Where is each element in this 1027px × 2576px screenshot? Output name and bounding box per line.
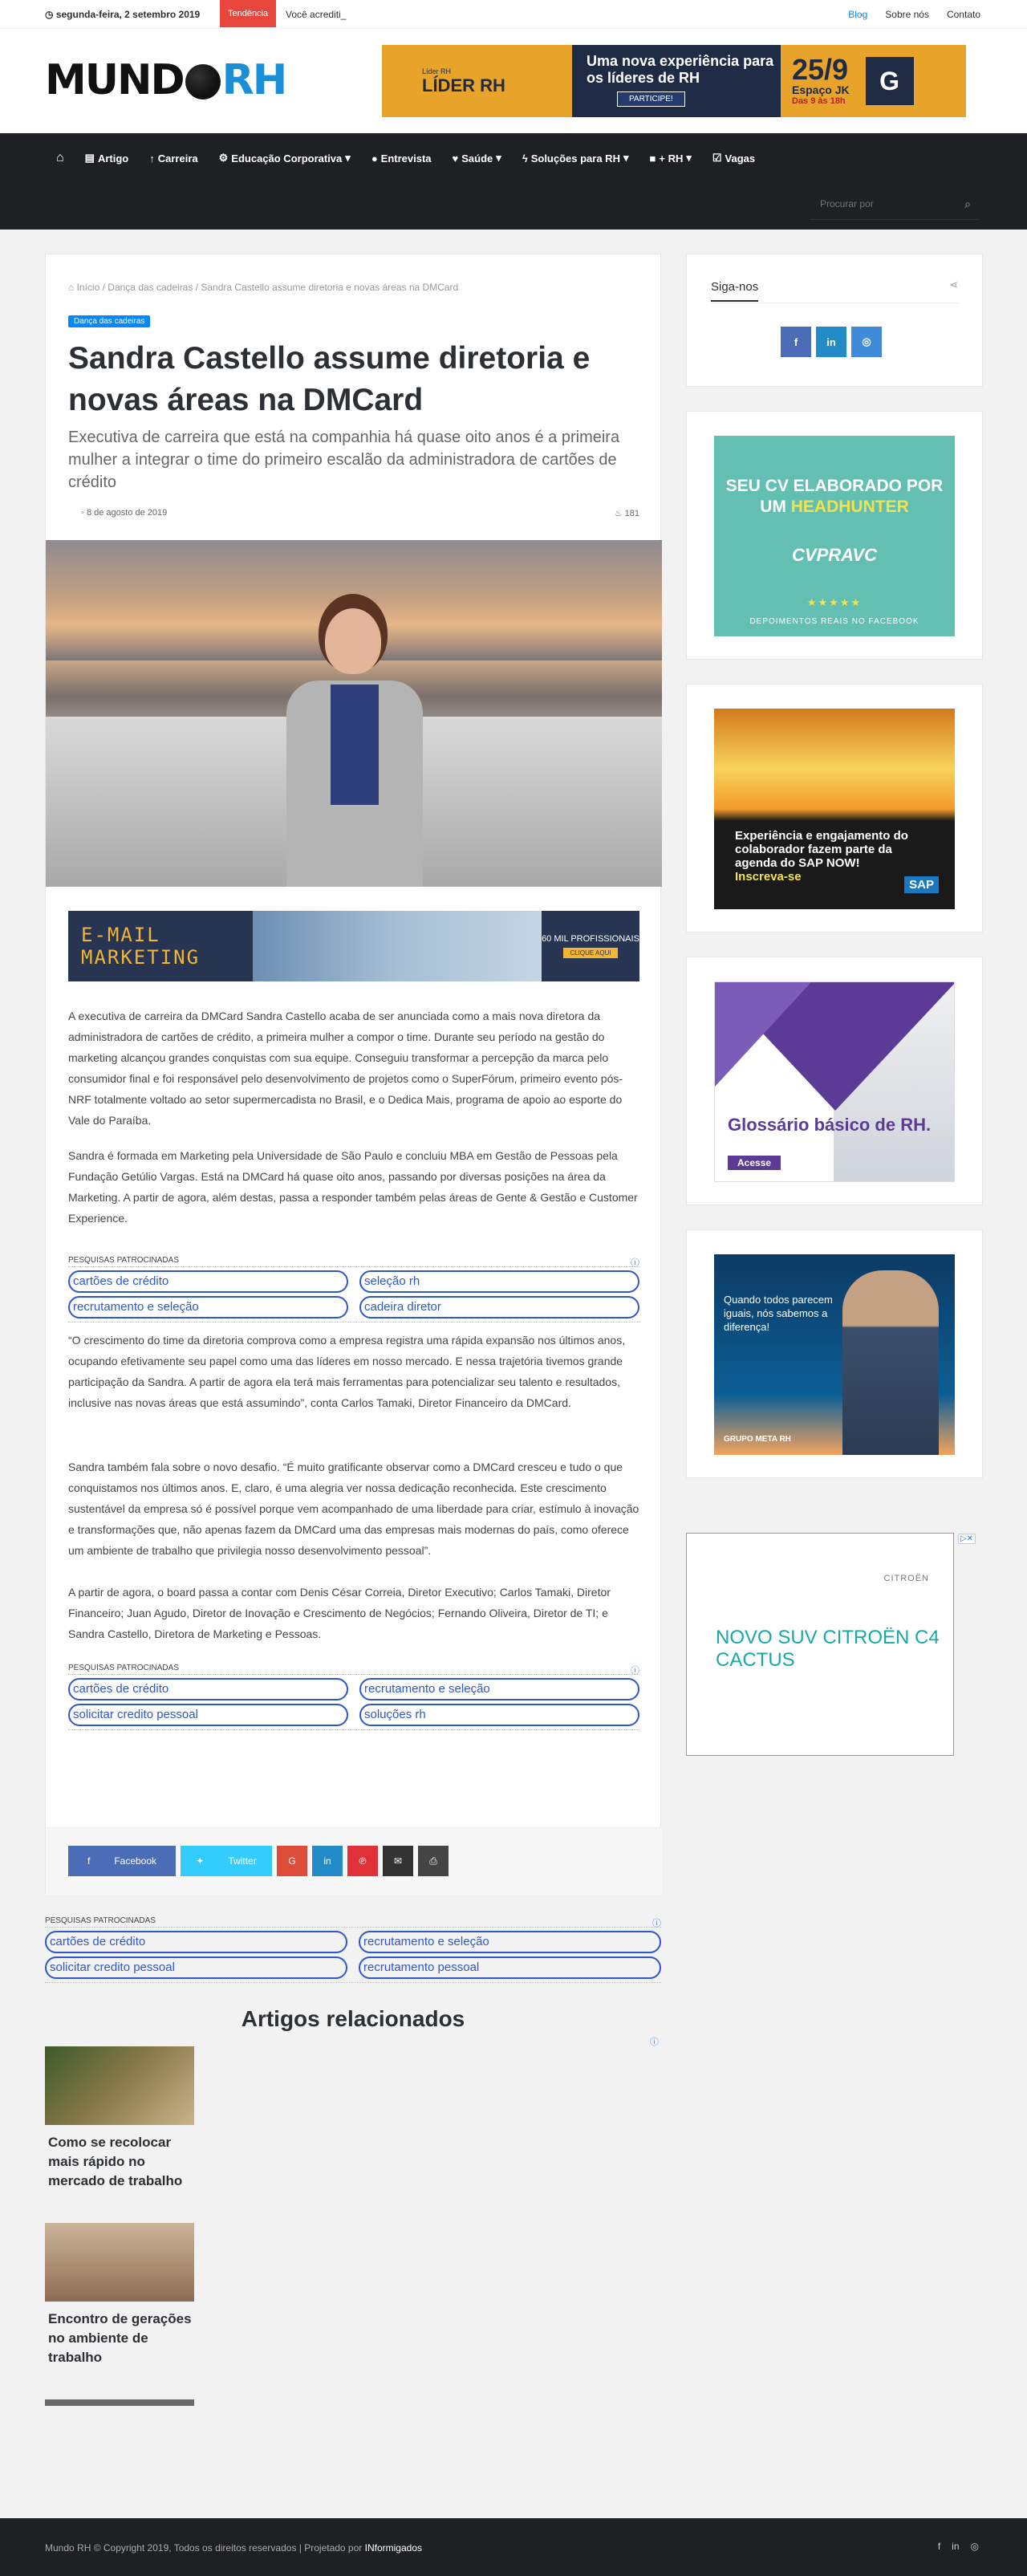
info-icon[interactable]: ⓘ — [652, 1919, 661, 1928]
banner-event-tag: Líder RH — [422, 67, 452, 75]
caret-down-icon: ▾ — [623, 152, 629, 164]
arrow-up-icon: ↑ — [149, 152, 155, 165]
linkedin-icon: in — [826, 335, 836, 348]
related-thumbnail[interactable] — [45, 2223, 194, 2302]
sponsored-link[interactable]: cartões de crédito — [45, 1931, 347, 1953]
share-linkedin-button[interactable] — [312, 1846, 343, 1876]
briefcase-icon: ■ — [649, 152, 656, 165]
post-title: Sandra Castello assume diretoria e novas áreas na DMCard — [68, 341, 591, 417]
share-twitter-button[interactable]: ✦ Twitter — [181, 1846, 272, 1876]
nav-item-mais-rh[interactable]: ■ + RH ▾ — [649, 152, 692, 165]
breadcrumb-category[interactable]: Dança das cadeiras — [108, 282, 193, 293]
main-navigation — [0, 133, 1027, 230]
info-icon[interactable]: ⓘ — [631, 1666, 639, 1676]
envelope-icon: ✉ — [393, 1855, 403, 1867]
info-icon[interactable]: ⓘ — [631, 1258, 639, 1268]
sponsored-link[interactable]: solicitar credito pessoal — [45, 1956, 347, 1979]
facebook-icon: f — [87, 1855, 91, 1867]
caret-down-icon: ▾ — [686, 152, 692, 164]
heart-icon: ♥ — [452, 152, 459, 165]
pinterest-icon: ℗ — [359, 1855, 367, 1867]
breadcrumb-home[interactable]: ⌂ Início — [68, 282, 100, 293]
sidebar-ad-widget — [686, 411, 983, 660]
related-article[interactable] — [45, 2399, 194, 2406]
top-banner-ad[interactable] — [382, 45, 966, 117]
banner-venue: Espaço JK — [792, 83, 850, 96]
sponsored-link[interactable]: recrutamento e seleção — [359, 1678, 639, 1700]
share-icon[interactable]: ⋖ — [949, 278, 958, 291]
top-links — [848, 9, 980, 20]
print-icon: ⎙ — [429, 1855, 437, 1867]
nav-item-vagas[interactable]: ☑ Vagas — [712, 152, 756, 165]
caret-down-icon: ▾ — [345, 152, 351, 164]
fire-icon: ♨ — [614, 509, 623, 518]
article-paragraph: Sandra também fala sobre o novo desafio. “É muito gratificante observar como a DMCard cresceu e tudo o que conquistamos nos últimos anos. E, claro, é uma alegria ver nossa dedicação reconhecida. Este crescimento sustentável da empresa só é possível porque vem acompanhado de uma liberdade para criar, estímulo à inovação e transformações que, não apenas fazem da DMCard uma das empresas mais modernas do país, como oferece um ambiente de trabalho que privilegia nosso desenvolvimento pessoal”. — [68, 1461, 639, 1557]
sponsored-label: PESQUISAS PATROCINADAS — [45, 1916, 156, 1925]
post-date: ◦ 8 de agosto de 2019 — [81, 508, 168, 518]
news-ticker[interactable]: Você acrediti_ — [286, 9, 347, 20]
related-thumbnail[interactable] — [45, 2399, 194, 2406]
instagram-icon: ◎ — [862, 335, 871, 347]
facebook-icon: f — [794, 335, 798, 348]
article-paragraph: A partir de agora, o board passa a contar com Denis César Correia, Diretor Executivo; Carlos Tamaki, Diretor Financeiro; Juan Agudo, Diretor de Inovação e Crescimento de Negócios; Fernando Oliveira, Diretor de TI; e Sandra Castello, Diretora de Marketing e Pessoas. — [68, 1586, 611, 1640]
sponsored-link[interactable]: cadeira diretor — [359, 1296, 639, 1318]
comment-icon: ● — [371, 152, 378, 165]
rating-stars: ★★★★★ — [806, 596, 863, 608]
related-article-title[interactable]: Encontro de gerações no ambiente de trabalho — [48, 2311, 192, 2365]
follow-instagram-button[interactable] — [851, 327, 882, 357]
share-facebook-button[interactable]: f Facebook — [68, 1846, 176, 1876]
share-email-button[interactable] — [383, 1846, 413, 1876]
banner-event-logo — [382, 45, 572, 117]
related-articles-title: Artigos relacionados — [241, 2006, 465, 2031]
globe-icon — [185, 64, 221, 100]
document-icon: ▤ — [84, 152, 95, 164]
breadcrumb: ⌂ Início / Dança das cadeiras / Sandra Castello assume diretoria e novas áreas na DMCard — [68, 282, 459, 293]
meta-rh-logo: GRUPO META RH — [724, 1435, 791, 1444]
nav-item-educacao[interactable]: ⚙ Educação Corporativa ▾ — [218, 152, 351, 165]
sponsored-label: PESQUISAS PATROCINADAS — [68, 1256, 179, 1265]
glossario-ad[interactable]: Glossário básico de RH. Acesse — [714, 981, 955, 1182]
sap-logo: SAP — [904, 876, 939, 893]
logo-text-rh: RH — [221, 56, 286, 104]
nav-item-carreira[interactable]: ↑ Carreira — [149, 152, 198, 165]
article-paragraph: “O crescimento do time da diretoria comprova como a empresa registra uma rápida expansão nos últimos anos, ocupando efetivamente seu papel como uma das líderes em nosso mercado. E nessa trajetória tivemos grande participação da Sandra. A partir de agora ela terá mais ferramentas para potencializar seu talento e resultados, inclusive nas novas áreas que está assumindo”, conta Carlos Tamaki, Diretor Financeiro da DMCard. — [68, 1334, 626, 1409]
sponsored-link[interactable]: seleção rh — [359, 1270, 639, 1293]
banner-date: 25/9 — [792, 53, 849, 86]
featured-image — [46, 540, 662, 887]
clock-icon: ◦ — [81, 508, 84, 518]
sap-ad[interactable]: Experiência e engajamento do colaborador fazem parte da agenda do SAP NOW! Inscreva-se SAP — [714, 709, 955, 909]
category-badge[interactable]: Dança das cadeiras — [68, 315, 150, 327]
top-link-about[interactable]: Sobre nós — [885, 9, 929, 20]
caret-down-icon: ▾ — [496, 152, 501, 164]
nav-item-entrevista[interactable]: ● Entrevista — [371, 152, 432, 165]
glossario-cta-button[interactable]: Acesse — [728, 1156, 781, 1170]
article-paragraph: Sandra é formada em Marketing pela Universidade de São Paulo e concluiu MBA em Gestão de Pessoas pela Fundação Getúlio Vargas. Está na DMCard há quase oito anos, passando por diversas posições na área da Marketing. A partir de agora, além destas, passa a responder também pelas áreas de Gente & Gestão e Customer Experience. — [68, 1149, 638, 1225]
article-card — [45, 254, 661, 1894]
sponsored-link[interactable]: cartões de crédito — [68, 1678, 348, 1700]
site-logo[interactable] — [45, 56, 286, 104]
ad-email-title: E-MAIL MARKETING — [81, 924, 201, 969]
banner-hours: Das 9 às 18h — [792, 96, 846, 106]
ad-email-count: 60 MIL PROFISSIONAIS — [542, 934, 639, 944]
post-subtitle: Executiva de carreira que está na companhia há quase oito anos é a primeira mulher a integrar o time do primeiro escalão da administradora de cartões de crédito — [68, 429, 620, 491]
nav-item-saude[interactable]: ♥ Saúde ▾ — [452, 152, 501, 165]
print-button[interactable] — [418, 1846, 449, 1876]
breadcrumb-current: Sandra Castello assume diretoria e novas áreas na DMCard — [201, 282, 459, 293]
site-footer — [0, 2518, 1027, 2576]
bolt-icon: ϟ — [522, 152, 528, 165]
article-paragraph: A executiva de carreira da DMCard Sandra Castello acaba de ser anunciada como a mais nova diretora da administradora de cartões de crédito, a primeira mulher a compor o time. Durante seu período na gestão do marketing alcançou grandes conquistas com sua equipe. Conseguiu transformar a percepção da marca pelo consumidor final e foi responsável pelo desenvolvimento de projetos como o SuperFórum, primeiro evento pós-NRF totalmente voltado ao setor supermercadista no Brasil, e o Dedica Mais, programa de apoio ao esporte do Vale do Paraíba. — [68, 1010, 623, 1127]
banner-headline: Uma nova experiência para os líderes de RH — [587, 53, 774, 86]
sponsored-link[interactable]: recrutamento pessoal — [359, 1956, 661, 1979]
current-date-text: segunda-feira, 2 setembro 2019 — [55, 9, 201, 20]
facebook-icon[interactable]: f — [937, 2541, 941, 2552]
home-icon[interactable]: ⌂ — [56, 151, 64, 165]
cvpravc-logo: CVPRAVC — [792, 545, 877, 565]
top-link-blog[interactable]: Blog — [848, 9, 868, 20]
sponsored-searches — [45, 1916, 661, 1983]
info-icon[interactable]: ⓘ — [650, 2038, 659, 2047]
banner-sponsor-logo: G — [866, 57, 914, 105]
sponsored-link[interactable]: soluções rh — [359, 1704, 639, 1726]
related-article[interactable] — [45, 2046, 194, 2191]
sidebar-ad-widget — [686, 957, 983, 1205]
sponsored-label: PESQUISAS PATROCINADAS — [68, 1664, 179, 1672]
ad-email-cta-button[interactable]: CLIQUE AQUI — [563, 948, 617, 958]
email-marketing-ad[interactable] — [68, 911, 639, 981]
sponsored-link[interactable]: cartões de crédito — [68, 1270, 348, 1293]
google-icon: G — [288, 1855, 296, 1867]
designer-link[interactable]: INformigados — [364, 2542, 422, 2554]
meta-rh-ad[interactable]: Quando todos parecem iguais, nós sabemos a diferença! GRUPO META RH — [714, 1254, 955, 1455]
follow-widget — [686, 254, 983, 387]
site-header — [0, 29, 1027, 133]
linkedin-icon: in — [323, 1855, 331, 1867]
citroen-ad[interactable]: ▷✕ CITROËN NOVO SUV CITROËN C4 CACTUS — [686, 1533, 954, 1756]
twitter-icon: ✦ — [196, 1855, 205, 1867]
sponsored-link[interactable]: recrutamento e seleção — [359, 1931, 661, 1953]
instagram-icon[interactable]: ◎ — [970, 2541, 979, 2552]
copyright: Mundo RH © Copyright 2019, Todos os direitos reservados | Projetado por INformigados — [45, 2542, 422, 2554]
nav-item-artigo[interactable]: ▤ Artigo — [84, 152, 129, 165]
search-icon[interactable]: ⌕ — [964, 197, 971, 210]
current-date: ◷ segunda-feira, 2 setembro 2019 — [45, 9, 201, 20]
search-box — [810, 188, 979, 220]
search-input[interactable] — [810, 188, 947, 220]
sponsored-link[interactable]: recrutamento e seleção — [68, 1296, 348, 1318]
ad-choices-icon[interactable]: ▷✕ — [958, 1534, 976, 1544]
sponsored-link[interactable]: solicitar credito pessoal — [68, 1704, 348, 1726]
linkedin-icon[interactable]: in — [952, 2541, 960, 2552]
gears-icon: ⚙ — [218, 152, 229, 164]
related-thumbnail[interactable] — [45, 2046, 194, 2125]
share-bar — [46, 1827, 662, 1895]
sidebar-ad-widget — [686, 1229, 983, 1478]
top-link-contact[interactable]: Contato — [946, 9, 980, 20]
share-pinterest-button[interactable] — [347, 1846, 378, 1876]
related-article[interactable] — [45, 2223, 194, 2367]
check-square-icon: ☑ — [712, 152, 722, 164]
sponsored-searches — [68, 1256, 639, 1323]
related-article-title[interactable]: Como se recolocar mais rápido no mercado de trabalho — [48, 2135, 183, 2188]
follow-title: Siga-nos — [711, 280, 758, 302]
top-bar — [0, 0, 1027, 29]
follow-facebook-button[interactable] — [781, 327, 811, 357]
cvpravc-ad[interactable]: SEU CV ELABORADO POR UM HEADHUNTER CVPRAVC ★★★★★ DEPOIMENTOS REAIS NO FACEBOOK — [714, 436, 955, 636]
logo-text-mund: MUND — [45, 56, 184, 104]
nav-item-solucoes[interactable]: ϟ Soluções para RH ▾ — [522, 152, 629, 165]
share-google-button[interactable] — [277, 1846, 307, 1876]
trending-label: Tendência — [220, 0, 276, 27]
citroen-logo: CITROËN — [883, 1574, 929, 1583]
post-views: ♨ 181 — [614, 509, 639, 518]
sponsored-searches — [68, 1664, 639, 1730]
follow-linkedin-button[interactable] — [816, 327, 846, 357]
ad-email-photo — [253, 911, 542, 981]
sidebar-ad-widget — [686, 684, 983, 932]
banner-event-name: LÍDER RH — [422, 75, 505, 95]
banner-participate-button[interactable]: PARTICIPE! — [617, 91, 685, 107]
